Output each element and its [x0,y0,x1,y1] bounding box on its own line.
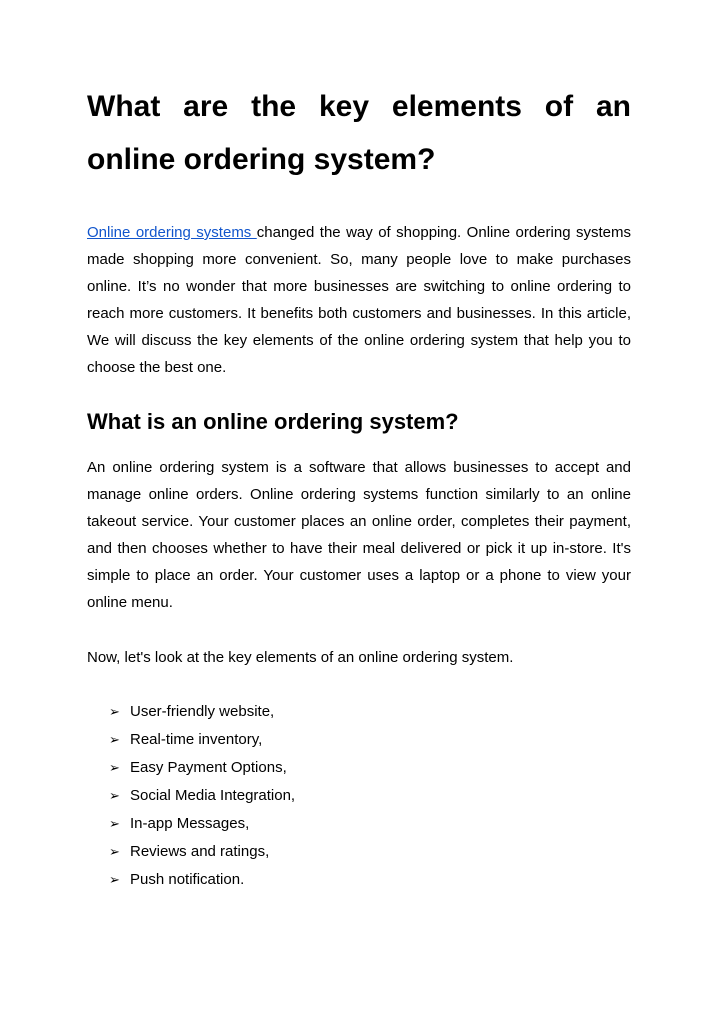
section-body: An online ordering system is a software that allows businesses to accept and manage online orders. Online ordering systems function similarly to an online takeout service. Your customer places an online order, completes their payment, and then chooses whether to have their meal delivered or pick it up in-store. It's simple to place an order. Your customer uses a laptop or a phone to view your online menu. [87,459,631,611]
arrow-bullet-icon: ➢ [109,705,120,720]
page-title: What are the key elements of an online ordering system? [87,90,631,176]
list-item: ➢ Social Media Integration, [109,782,295,810]
online-ordering-systems-link[interactable]: Online ordering systems [87,224,257,241]
list-item: ➢ User-friendly website, [109,698,295,726]
list-lead-text: Now, let's look at the key elements of an online ordering system. [87,649,514,666]
intro-paragraph [87,219,631,381]
list-item: ➢ Easy Payment Options, [109,754,295,782]
arrow-bullet-icon: ➢ [109,733,120,748]
arrow-bullet-icon: ➢ [109,761,120,776]
list-item: ➢ Push notification. [109,866,295,894]
section-heading: What is an online ordering system? [87,409,459,434]
key-elements-list [109,698,295,894]
list-item: ➢ Reviews and ratings, [109,838,295,866]
arrow-bullet-icon: ➢ [109,873,120,888]
arrow-bullet-icon: ➢ [109,789,120,804]
arrow-bullet-icon: ➢ [109,845,120,860]
arrow-bullet-icon: ➢ [109,817,120,832]
intro-text: changed the way of shopping. Online ordering systems made shopping more convenient. So, many people love to make purchases online. It’s no wonder that more businesses are switching to online ordering to reach more customers. It benefits both customers and businesses. In this article, We will discuss the key elements of the online ordering system that help you to choose the best one. [87,224,631,376]
list-item: ➢ In-app Messages, [109,810,295,838]
list-item: ➢ Real-time inventory, [109,726,295,754]
